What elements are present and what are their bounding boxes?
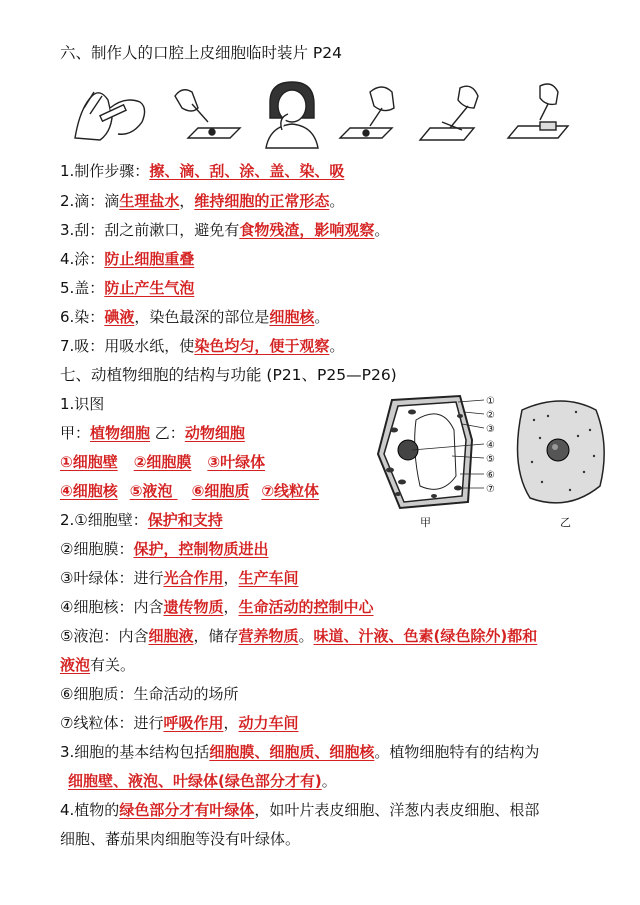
question-3 [60,741,539,763]
function-3-answer-2: 生产车间 [238,569,299,587]
wipe-slide-illustration [75,92,145,140]
function-4-answer-2: 生命活动的控制中心 [238,598,374,616]
step-2-sep: ， [179,192,195,210]
function-5-answer-4: 液泡 [60,656,91,674]
function-7 [60,712,299,734]
function-4-label: ④细胞核：内含 [60,598,164,616]
function-5-answer-3: 味道、汁液、色素(绿色除外)都和 [313,627,538,645]
step-4-answer: 防止细胞重叠 [104,250,195,268]
smear-illustration [340,87,394,138]
step-2-end: 。 [329,192,345,210]
step-5 [60,277,194,299]
animal-cell-label: 乙 [560,516,571,529]
step-3-answer: 食物残渣，影响观察 [239,221,375,239]
step-2-label: 2.滴：滴 [60,192,120,210]
drip-saline-illustration [175,90,240,138]
function-1 [60,509,223,531]
yi-answer: 动物细胞 [184,424,245,442]
function-1-answer: 保护和支持 [147,511,223,529]
question-3-end: 。 [321,772,337,790]
label-cell-wall: ①细胞壁 [60,453,118,471]
step-5-label: 5.盖： [60,279,105,297]
function-3 [60,567,299,589]
marker-6: ⑥ [486,470,495,481]
label-cell-membrane: ②细胞膜 [133,453,192,471]
step-6-end: 。 [314,308,330,326]
step-4 [60,248,194,270]
animal-cell-diagram [518,401,605,529]
function-5-answer-1: 细胞液 [148,627,194,645]
function-5-end: 有关。 [90,656,136,674]
step-2-answer-1: 生理盐水 [119,192,180,210]
step-3-end: 。 [374,221,390,239]
function-7-answer-1: 呼吸作用 [163,714,224,732]
cover-slip-illustration [420,86,478,140]
person-scraping-illustration [266,82,318,148]
step-6-answer-1: 碘液 [104,308,135,326]
function-5-sep: 。 [298,627,314,645]
function-5-label: ⑤液泡：内含 [60,627,149,645]
function-2-label: ②细胞膜： [60,540,134,558]
step-6-answer-2: 细胞核 [269,308,315,326]
function-7-sep: ， [223,714,239,732]
question-3-mid: 。植物细胞特有的结构为 [374,743,540,761]
step-7-end: 。 [329,337,345,355]
labels-row-1 [60,451,265,473]
function-5-mid: ，储存 [193,627,239,645]
step-6 [60,306,329,328]
marker-2: ② [486,410,495,421]
marker-3: ③ [486,424,495,435]
function-7-answer-2: 动力车间 [238,714,299,732]
yi-label: 乙： [150,424,185,442]
section6-title: 六、制作人的口腔上皮细胞临时装片 P24 [60,44,342,62]
question-4-answer: 绿色部分才有叶绿体 [119,801,255,819]
function-3-answer-1: 光合作用 [163,569,224,587]
procedure-illustrations [70,78,590,150]
step-3-label: 3.刮：刮之前漱口，避免有 [60,221,240,239]
step-1-answer: 擦、滴、刮、涂、盖、染、吸 [149,162,345,180]
label-vacuole: ⑤液泡 [129,482,178,500]
function-3-label: ③叶绿体：进行 [60,569,164,587]
section7-title: 七、动植物细胞的结构与功能 (P21、P25—P26) [60,366,397,384]
function-5-continued [60,654,135,676]
function-4-answer-1: 遗传物质 [163,598,224,616]
step-5-answer: 防止产生气泡 [104,279,195,297]
step-1 [60,160,344,182]
function-5-answer-2: 营养物质 [238,627,299,645]
label-mitochondria: ⑦线粒体 [261,482,320,500]
step-3 [60,219,389,241]
plant-cell-diagram [378,396,495,529]
question-4 [60,799,539,821]
jia-label: 甲： [60,424,91,442]
label-chloroplast: ③叶绿体 [207,453,266,471]
plant-cell-label: 甲 [420,516,431,529]
label-nucleus: ④细胞核 [60,482,118,500]
function-4 [60,596,374,618]
marker-1: ① [486,396,495,407]
function-6: ⑥细胞质：生命活动的场所 [60,685,239,703]
jia-yi-line [60,422,245,444]
step-7-answer: 染色均匀，便于观察 [194,337,330,355]
step-2 [60,190,344,212]
step-6-mid: ，染色最深的部位是 [134,308,270,326]
question-3-continued [68,770,337,792]
question-3-answer-2: 细胞壁、液泡、叶绿体(绿色部分才有) [68,772,322,790]
identify-label: 1.识图 [60,395,105,413]
question-4-label: 4.植物的 [60,801,120,819]
marker-5: ⑤ [486,454,495,465]
function-7-label: ⑦线粒体：进行 [60,714,164,732]
question-3-answer-1: 细胞膜、细胞质、细胞核 [209,743,375,761]
question-4-mid: ，如叶片表皮细胞、洋葱内表皮细胞、根部 [254,801,540,819]
jia-answer: 植物细胞 [90,424,151,442]
function-3-sep: ， [223,569,239,587]
function-2-answer: 保护，控制物质进出 [133,540,269,558]
step-7-label: 7.吸：用吸水纸，使 [60,337,195,355]
function-2 [60,538,268,560]
step-7 [60,335,344,357]
cell-diagrams [372,390,612,530]
labels-row-2 [60,480,319,502]
step-1-label: 1.制作步骤： [60,162,150,180]
step-2-answer-2: 维持细胞的正常形态 [194,192,330,210]
label-cytoplasm: ⑥细胞质 [191,482,250,500]
question-3-label: 3.细胞的基本结构包括 [60,743,210,761]
step-4-label: 4.涂： [60,250,105,268]
function-4-sep: ， [223,598,239,616]
question-4-continued: 细胞、蕃茄果肉细胞等没有叶绿体。 [60,830,301,848]
function-5 [60,625,537,647]
step-6-label: 6.染： [60,308,105,326]
function-1-label: 2.①细胞壁： [60,511,148,529]
stain-illustration [508,84,568,138]
marker-4: ④ [486,440,495,451]
marker-7: ⑦ [486,484,495,495]
